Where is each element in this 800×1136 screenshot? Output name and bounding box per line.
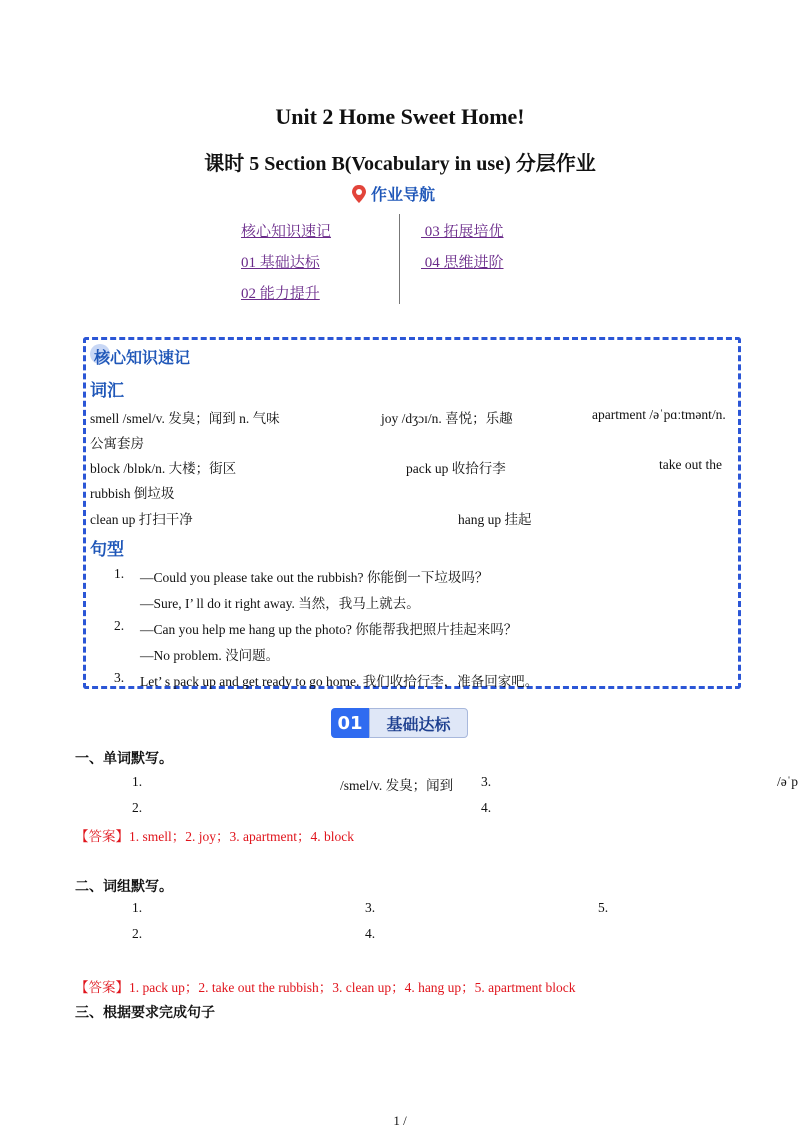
part2-item-num: 2. [132,926,143,941]
part1-item-num: 2. [132,800,143,815]
answer-tag: 【答案】 [75,980,129,995]
sentence-text: —Could you please take out the rubbish? 你能倒一下垃圾吗？ [140,570,489,585]
sentence-text: Let’ s pack up and get ready to go home. 我们收拾行李，准备回家吧。 [140,674,539,689]
nav-link-02[interactable]: 02 能力提升 [241,286,320,302]
sentence-text: —Sure, I’ ll do it right away. 当然，我马上就去。 [140,596,420,611]
vocab-apartment: apartment /əˈpɑːtmənt/n. [592,407,726,422]
sentence-num: 3. [114,670,125,685]
part1-answer [75,825,354,845]
core-box-heading: 核心知识速记 [94,348,191,367]
vocab-rubbish: rubbish 倒垃圾 [90,486,175,501]
part2-heading: 二、词组默写。 [75,879,173,895]
nav-divider [399,214,400,304]
vocab-take-out: take out the [659,457,722,472]
part2-item-num: 1. [132,900,143,915]
page-number-text: 1 / [393,1113,407,1128]
sentence-text: —Can you help me hang up the photo? 你能帮我把照片挂起来吗？ [140,622,518,637]
section-badge-label: 基础达标 [369,708,468,738]
part2-answer [75,976,576,996]
answer-text: 1. smell；2. joy；3. apartment；4. block [129,829,354,844]
vocab-pack-up: pack up 收拾行李 [406,461,506,476]
part2-item-num: 4. [365,926,376,941]
part1-item-num: 4. [481,800,492,815]
location-pin-icon [350,184,368,204]
nav-link-04[interactable]: 04 思维进阶 [421,255,504,271]
part1-item-hint: /smel/v. 发臭；闻到 [340,778,454,793]
vocab-smell: smell /smel/v. 发臭；闻到 n. 气味 [90,411,280,426]
nav-heading [350,182,435,205]
sentence-heading: 句型 [90,540,124,560]
page-number [370,1113,430,1130]
sentence-text: —No problem. 没问题。 [140,648,280,663]
part2-item-num: 3. [365,900,376,915]
page-subtitle: 课时 5 Section B(Vocabulary in use) 分层作业 [204,153,596,175]
nav-link-01[interactable]: 01 基础达标 [241,255,320,271]
part1-item-num: 1. [132,774,143,789]
sentence-num: 1. [114,566,125,581]
nav-heading-label: 作业导航 [371,185,436,204]
clipped-sentence-wrap [110,664,730,689]
vocab-joy: joy /dʒɔɪ/n. 喜悦；乐趣 [381,411,513,426]
page-title: Unit 2 Home Sweet Home! [275,104,525,129]
vocab-hang-up: hang up 挂起 [458,512,532,527]
answer-tag: 【答案】 [75,829,129,844]
vocab-clean-up: clean up 打扫干净 [90,512,193,527]
sentence-num: 2. [114,618,125,633]
nav-link-03[interactable]: 03 拓展培优 [421,224,504,240]
part3-heading: 三、根据要求完成句子 [75,1005,215,1021]
vocab-heading: 词汇 [90,381,124,401]
vocab-apartment-meaning: 公寓套房 [90,436,144,451]
nav-link-core[interactable]: 核心知识速记 [241,224,332,240]
part1-item-hint: /əˈp [777,774,798,789]
part1-heading: 一、单词默写。 [75,751,173,767]
part1-item-num: 3. [481,774,492,789]
section-badge-number: 01 [331,708,369,738]
vocab-block: block /blɒk/n. 大楼；街区 [90,461,237,476]
answer-text: 1. pack up；2. take out the rubbish；3. clean up；4. hang up；5. apartment block [129,980,576,995]
part2-item-num: 5. [598,900,609,915]
